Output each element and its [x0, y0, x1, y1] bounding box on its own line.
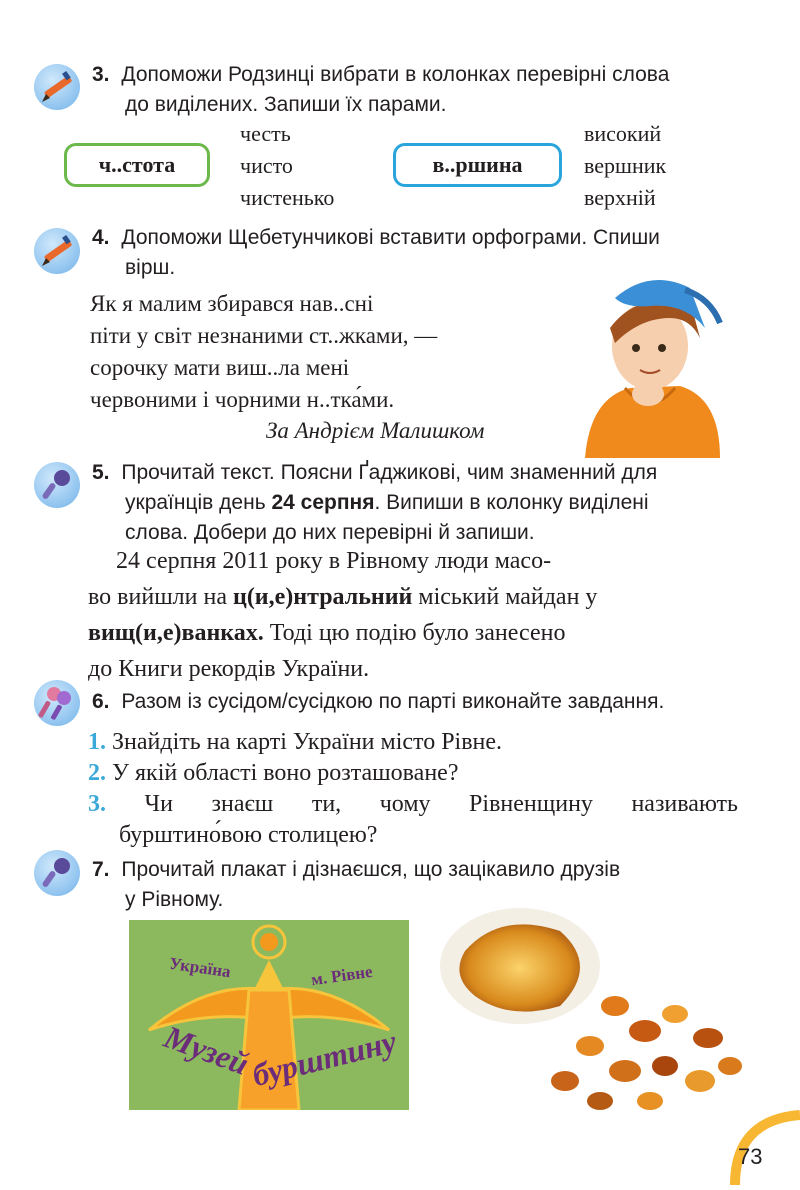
list-number: 1. [88, 729, 106, 755]
pen-icon [34, 64, 80, 110]
task3-instruction [92, 60, 752, 120]
task-text: Прочитай плакат і дізнаєшся, що зацікавило друзів [121, 858, 621, 881]
text: Тоді цю подію було занесено [263, 620, 566, 646]
text: во вийшли на [88, 584, 233, 610]
paragraph-line [88, 579, 738, 615]
task-text-bold: 24 серпня [271, 491, 375, 514]
word: високий [584, 121, 662, 146]
task-text: Разом із сусідом/сусідкою по парті виконайте завдання. [121, 690, 665, 713]
task-text: Допоможи Родзинці вибрати в колонках перевірні слова [121, 63, 670, 86]
boy-illustration [570, 268, 730, 458]
page-number: 73 [738, 1144, 763, 1169]
list-text: У якій області воно розташоване? [112, 760, 459, 786]
word-column-1 [240, 118, 334, 214]
bold-word: ц(и,е)нтральний [232, 584, 413, 610]
poem-line: червоними і чорними н..тка́ми. [90, 387, 395, 412]
word: чисто [240, 153, 293, 178]
task6-instruction [92, 687, 772, 717]
amber-museum-poster [129, 920, 409, 1110]
microphone-icon [34, 462, 80, 508]
task-number: 6. [92, 690, 110, 713]
list-number: 3. [88, 791, 106, 817]
task-text: Допоможи Щебетунчикові вставити орфограми. Спиши [121, 226, 660, 249]
pen-icon [34, 228, 80, 274]
poem [90, 288, 437, 416]
task-text: Прочитай текст. Поясни Ґаджикові, чим знаменний для [121, 461, 658, 484]
task-text: українців день [125, 491, 272, 514]
word: чистенько [240, 185, 335, 210]
word-box-vershyna: в..ршина [393, 143, 562, 187]
task-number: 3. [92, 63, 110, 86]
task-number: 5. [92, 461, 110, 484]
poster-label-ukraine: Україна [168, 953, 232, 982]
task-text: вірш. [125, 256, 176, 279]
word-box-chystota: ч..стота [64, 143, 210, 187]
two-microphones-icon [34, 680, 80, 726]
task5-instruction [92, 458, 752, 548]
poster-title-1: Музей [159, 1018, 254, 1082]
task-text: . Випиши в колонку виділені [374, 491, 649, 514]
task6-list [88, 727, 738, 851]
task-text: слова. Добери до них перевірні й запиши. [125, 521, 535, 544]
paragraph-line [88, 615, 738, 651]
task-number: 7. [92, 858, 110, 881]
poem-line: Як я малим збирався нав..сні [90, 291, 374, 316]
task-text: у Рівному. [125, 888, 224, 911]
task-text: до виділених. Запиши їх парами. [125, 93, 447, 116]
poem-author: За Андрієм Малишком [266, 418, 485, 443]
bold-word: вищ(и,е)ванках. [88, 620, 264, 646]
list-item [88, 727, 738, 758]
list-text: бурштино́вою столицею? [119, 822, 378, 848]
list-number: 2. [88, 760, 106, 786]
poem-line: піти у світ незнаними ст..жками, — [90, 323, 438, 348]
list-text: Знайдіть на карті України місто Рівне. [112, 729, 503, 755]
paragraph-line: 24 серпня 2011 року в Рівному люди масо- [116, 548, 552, 574]
poem-line: сорочку мати виш..ла мені [90, 355, 350, 380]
amber-photo [440, 906, 760, 1116]
text: міський майдан у [412, 584, 598, 610]
task5-paragraph [88, 543, 738, 687]
poster-label-rivne: м. Рівне [309, 961, 374, 990]
list-item [88, 789, 738, 820]
paragraph-line: до Книги рекордів України. [88, 656, 370, 682]
microphone-icon [34, 850, 80, 896]
word: вершник [584, 153, 667, 178]
list-text: Чи знаєш ти, чому Рівненщину називають [144, 791, 738, 817]
task-number: 4. [92, 226, 110, 249]
word: верхній [584, 185, 656, 210]
list-item [88, 758, 738, 789]
word-column-2 [584, 118, 666, 214]
poster-title-2: бурштину [248, 1022, 400, 1094]
word: честь [240, 121, 291, 146]
